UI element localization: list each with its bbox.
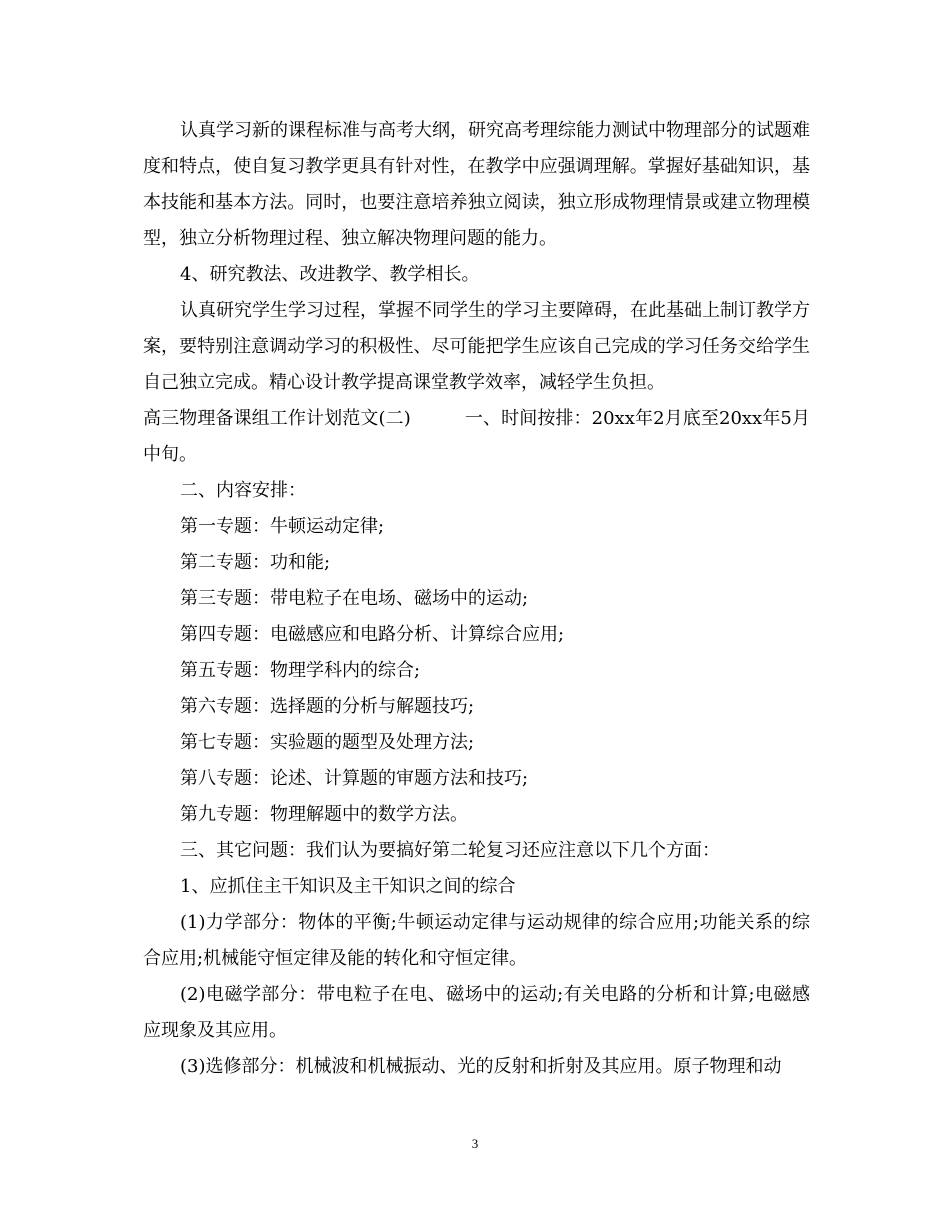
topic-6: 第六专题：选择题的分析与解题技巧; [180, 696, 475, 717]
section-heading-line [143, 401, 810, 473]
sub-point-mechanics: (1)力学部分：物体的平衡;牛顿运动定律与运动规律的综合应用;功能关系的综合应用;机械能守恒定律及能的转化和守恒定律。 [143, 912, 810, 969]
content-heading: 二、内容安排： [180, 480, 306, 501]
section-heading: 高三物理备课组工作计划范文(二) [143, 408, 411, 429]
topic-3: 第三专题：带电粒子在电场、磁场中的运动; [180, 588, 529, 609]
other-issues: 三、其它问题：我们认为要搞好第二轮复习还应注意以下几个方面： [180, 840, 720, 861]
topic-8: 第八专题：论述、计算题的审题方法和技巧; [180, 768, 529, 789]
body-text [143, 113, 810, 1085]
topic-4: 第四专题：电磁感应和电路分析、计算综合应用; [180, 624, 565, 645]
topic-2: 第二专题：功和能; [180, 552, 331, 573]
schedule-text: 一、时间按排：20xx年2月底至20xx年5月中旬。 [143, 408, 810, 465]
topic-7: 第七专题：实验题的题型及处理方法; [180, 732, 475, 753]
paragraph-study-standards: 认真学习新的课程标准与高考大纲，研究高考理综能力测试中物理部分的试题难度和特点，使自复习教学更具有针对性，在教学中应强调理解。掌握好基础知识，基本技能和基本方法。同时，也要注意培养独立阅读，独立形成物理情景或建立物理模型，独立分析物理过程、独立解决物理问题的能力。 [143, 120, 810, 249]
paragraph-item-4: 4、研究教法、改进教学、教学相长。 [180, 264, 480, 285]
topic-5: 第五专题：物理学科内的综合; [180, 660, 421, 681]
topic-1: 第一专题：牛顿运动定律; [180, 516, 385, 537]
topic-9: 第九专题：物理解题中的数学方法。 [180, 804, 468, 825]
sub-point-electromagnetism: (2)电磁学部分：带电粒子在电、磁场中的运动;有关电路的分析和计算;电磁感应现象及其应用。 [143, 984, 810, 1041]
sub-point-elective: (3)选修部分：机械波和机械振动、光的反射和折射及其应用。原子物理和动 [180, 1056, 782, 1077]
point-1: 1、应抓住主干知识及主干知识之间的综合 [180, 876, 516, 897]
paragraph-student-study: 认真研究学生学习过程，掌握不同学生的学习主要障碍，在此基础上制订教学方案，要特别注意调动学习的积极性、尽可能把学生应该自己完成的学习任务交给学生自己独立完成。精心设计教学提高课堂教学效率，减轻学生负担。 [143, 300, 810, 393]
page-number: 3 [471, 1136, 479, 1151]
